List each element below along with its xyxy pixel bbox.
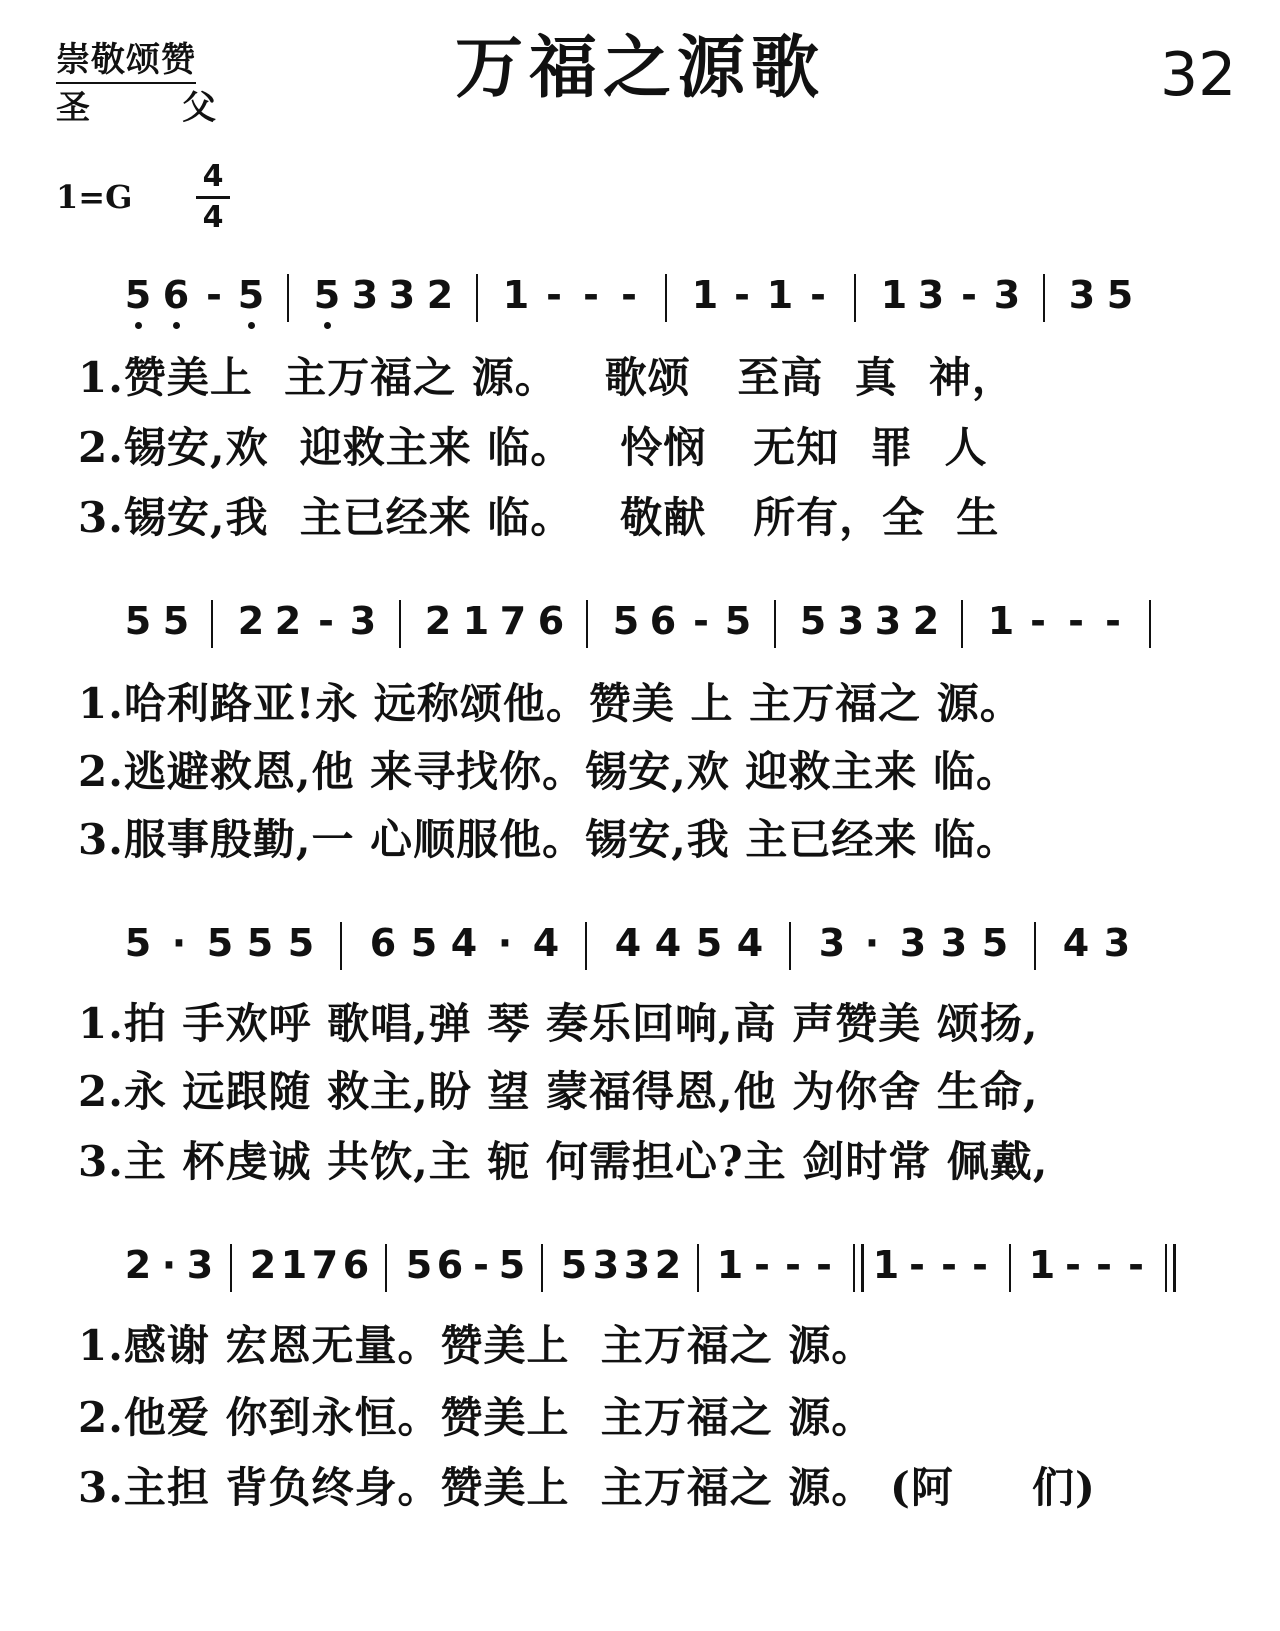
- hymn-title: 万福之源歌: [455, 28, 826, 108]
- note: 5: [162, 599, 190, 643]
- note: 6: [342, 1243, 370, 1287]
- note: 5: [612, 599, 640, 643]
- barline: [1034, 922, 1036, 970]
- note: 3: [837, 599, 865, 643]
- note: 4: [532, 921, 560, 965]
- note: 2: [249, 1243, 277, 1287]
- sustain-dash: -: [909, 1243, 925, 1287]
- note: 2: [237, 599, 265, 643]
- note: 7: [499, 599, 527, 643]
- lyric-line-4-verse-1: 1.感谢 宏恩无量。赞美上 主万福之 源。: [78, 1321, 875, 1370]
- time-signature-top: 4: [202, 159, 224, 194]
- note: 3: [917, 273, 945, 317]
- barline: [1043, 274, 1045, 322]
- sustain-dash: -: [546, 273, 562, 317]
- lyric-line-1-verse-1: 1.赞美上 主万福之 源。 歌颂 至高 真 神，: [78, 353, 1015, 402]
- barline: [399, 600, 401, 648]
- note: 6: [649, 599, 677, 643]
- barline: [340, 922, 342, 970]
- sustain-dash: -: [473, 1243, 489, 1287]
- note: 5: [724, 599, 752, 643]
- lyric-line-1-verse-2: 2.锡安,欢 迎救主来 临。 怜悯 无知 罪 人: [78, 423, 988, 472]
- rhythm-dot: ·: [864, 921, 880, 965]
- note: 3: [186, 1243, 214, 1287]
- note: 5: [799, 599, 827, 643]
- low-octave-dot: [248, 322, 255, 329]
- note: 5: [124, 599, 152, 643]
- note: 4: [1062, 921, 1090, 965]
- sustain-dash: -: [810, 273, 826, 317]
- sustain-dash: -: [816, 1243, 832, 1287]
- sustain-dash: -: [734, 273, 750, 317]
- barline: [697, 1244, 699, 1292]
- hymn-number: 32: [1160, 40, 1237, 110]
- note: 1: [502, 273, 530, 317]
- double-barline: [853, 1244, 864, 1292]
- sustain-dash: -: [583, 273, 599, 317]
- sustain-dash: -: [1068, 599, 1084, 643]
- time-signature-bottom: 4: [202, 200, 224, 235]
- rhythm-dot: ·: [171, 921, 187, 965]
- note: 2: [654, 1243, 682, 1287]
- note: 5: [206, 921, 234, 965]
- note: 5: [313, 273, 341, 317]
- note: 1: [987, 599, 1015, 643]
- note: 3: [818, 921, 846, 965]
- time-signature-divider: [196, 196, 230, 199]
- sustain-dash: -: [1105, 599, 1121, 643]
- note: 7: [311, 1243, 339, 1287]
- sustain-dash: -: [1096, 1243, 1112, 1287]
- sustain-dash: -: [1065, 1243, 1081, 1287]
- note: 1: [691, 273, 719, 317]
- lyric-line-4-verse-2: 2.他爱 你到永恒。赞美上 主万福之 源。: [78, 1393, 875, 1442]
- note: 2: [124, 1243, 152, 1287]
- barline: [230, 1244, 232, 1292]
- barline: [287, 274, 289, 322]
- note: 3: [993, 273, 1021, 317]
- sustain-dash: -: [318, 599, 334, 643]
- note: 2: [912, 599, 940, 643]
- note: 1: [766, 273, 794, 317]
- note: 4: [654, 921, 682, 965]
- barline: [774, 600, 776, 648]
- note: 2: [424, 599, 452, 643]
- lyric-line-1-verse-3: 3.锡安,我 主已经来 临。 敬献 所有，全 生: [78, 493, 1000, 542]
- low-octave-dot: [324, 322, 331, 329]
- subcategory-label: [56, 88, 216, 128]
- lyric-line-3-verse-2: 2.永 远跟随 救主,盼 望 蒙福得恩,他 为你舍 生命,: [78, 1067, 1039, 1116]
- score-line-1: [0, 272, 1280, 362]
- barline: [665, 274, 667, 322]
- note: 4: [450, 921, 478, 965]
- barline: [385, 1244, 387, 1292]
- sustain-dash: -: [206, 273, 222, 317]
- note: 2: [426, 273, 454, 317]
- note: 5: [560, 1243, 588, 1287]
- note: 5: [405, 1243, 433, 1287]
- rhythm-dot: ·: [497, 921, 513, 965]
- lyric-line-2-verse-2: 2.逃避救恩,他 来寻找你。锡安,欢 迎救主来 临。: [78, 747, 1019, 796]
- lyric-line-2-verse-1: 1.哈利路亚!永 远称颂他。赞美 上 主万福之 源。: [78, 679, 1023, 728]
- note: 3: [899, 921, 927, 965]
- note: 5: [498, 1243, 526, 1287]
- barline: [1149, 600, 1151, 648]
- sustain-dash: -: [1030, 599, 1046, 643]
- lyric-line-3-verse-1: 1.拍 手欢呼 歌唱,弹 琴 奏乐回响,高 声赞美 颂扬,: [78, 999, 1039, 1048]
- note: 1: [872, 1243, 900, 1287]
- key-signature: 1=G: [56, 178, 133, 216]
- sustain-dash: -: [941, 1243, 957, 1287]
- note: 1: [880, 273, 908, 317]
- note: 3: [351, 273, 379, 317]
- note: 2: [274, 599, 302, 643]
- sustain-dash: -: [621, 273, 637, 317]
- note: 5: [287, 921, 315, 965]
- score-line-2: [0, 598, 1280, 688]
- note: 3: [940, 921, 968, 965]
- sustain-dash: -: [754, 1243, 770, 1287]
- sustain-dash: -: [961, 273, 977, 317]
- note: 3: [1103, 921, 1131, 965]
- barline: [1009, 1244, 1011, 1292]
- note: 3: [623, 1243, 651, 1287]
- note: 3: [388, 273, 416, 317]
- time-signature: [196, 160, 230, 235]
- barline: [585, 922, 587, 970]
- barline: [476, 274, 478, 322]
- barline: [541, 1244, 543, 1292]
- note: 5: [695, 921, 723, 965]
- note: 5: [237, 273, 265, 317]
- note: 6: [369, 921, 397, 965]
- low-octave-dot: [135, 322, 142, 329]
- note: 5: [410, 921, 438, 965]
- note: 3: [592, 1243, 620, 1287]
- note: 5: [124, 273, 152, 317]
- note: 3: [874, 599, 902, 643]
- note: 4: [614, 921, 642, 965]
- barline: [586, 600, 588, 648]
- subcategory-char-1: 圣: [56, 88, 90, 128]
- sustain-dash: -: [1128, 1243, 1144, 1287]
- sustain-dash: -: [972, 1243, 988, 1287]
- low-octave-dot: [173, 322, 180, 329]
- note: 6: [537, 599, 565, 643]
- double-barline: [1165, 1244, 1176, 1292]
- note: 6: [436, 1243, 464, 1287]
- note: 5: [981, 921, 1009, 965]
- note: 5: [124, 921, 152, 965]
- rhythm-dot: ·: [161, 1243, 177, 1287]
- note: 4: [736, 921, 764, 965]
- sustain-dash: -: [785, 1243, 801, 1287]
- note: 3: [1068, 273, 1096, 317]
- note: 1: [1028, 1243, 1056, 1287]
- barline: [789, 922, 791, 970]
- lyric-line-2-verse-3: 3.服事殷勤,一 心顺服他。锡安,我 主已经来 临。: [78, 815, 1019, 864]
- sustain-dash: -: [693, 599, 709, 643]
- subcategory-char-2: 父: [182, 88, 216, 128]
- barline: [211, 600, 213, 648]
- barline: [854, 274, 856, 322]
- note: 1: [280, 1243, 308, 1287]
- barline: [961, 600, 963, 648]
- category-label: 崇敬颂赞: [56, 40, 196, 84]
- note: 5: [246, 921, 274, 965]
- note: 3: [349, 599, 377, 643]
- note: 1: [462, 599, 490, 643]
- note: 5: [1106, 273, 1134, 317]
- lyric-line-4-verse-3: 3.主担 背负终身。赞美上 主万福之 源。 (阿 们): [78, 1463, 1096, 1512]
- note: 6: [162, 273, 190, 317]
- lyric-line-3-verse-3: 3.主 杯虔诚 共饮,主 轭 何需担心?主 剑时常 佩戴,: [78, 1137, 1049, 1186]
- note: 1: [716, 1243, 744, 1287]
